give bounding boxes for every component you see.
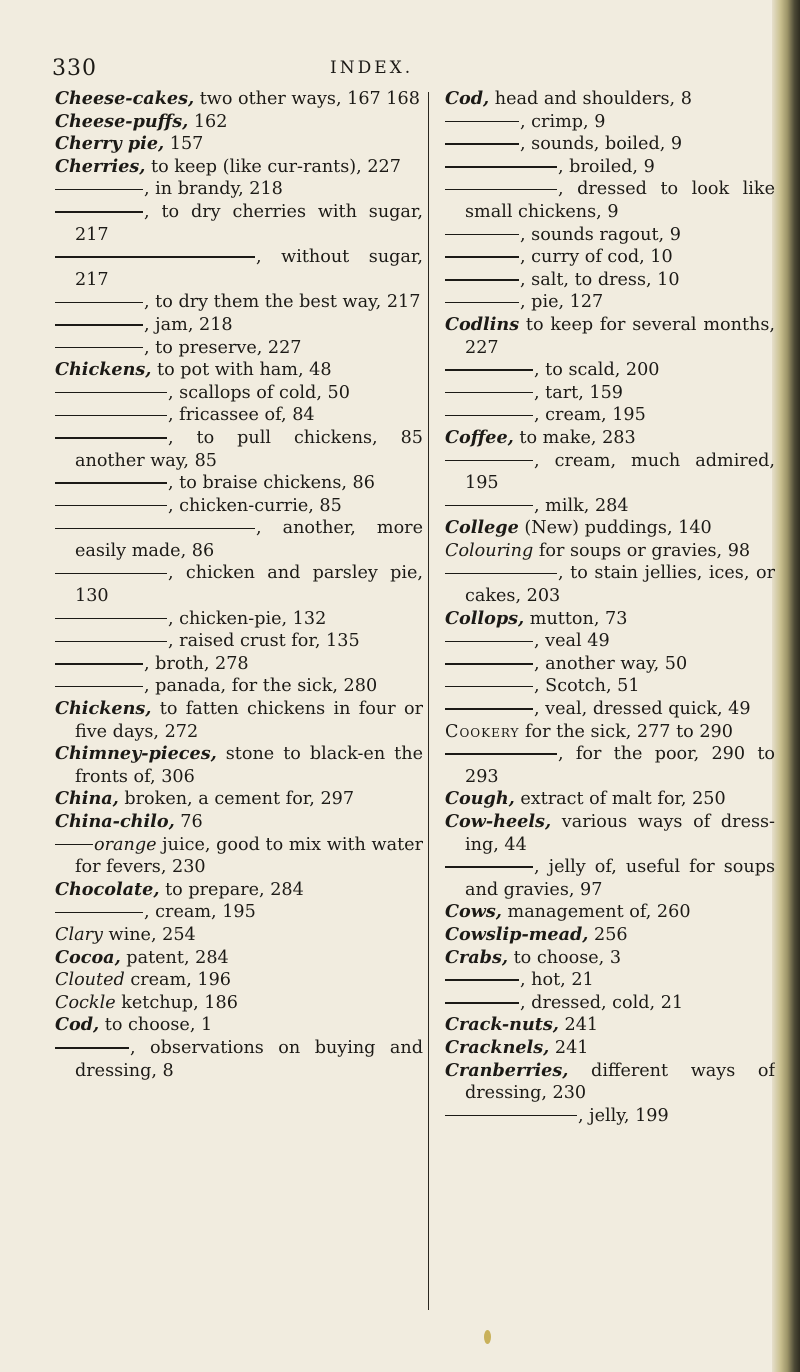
index-term: Cracknels,	[445, 1036, 550, 1058]
index-locator: , sounds, boiled, 9	[520, 134, 683, 155]
index-locator: , scallops of cold, 50	[168, 382, 350, 403]
index-entry	[445, 1105, 775, 1128]
index-entry	[55, 630, 423, 653]
index-locator: , fricassee of, 84	[168, 405, 315, 426]
index-locator: head and shoulders, 8	[489, 89, 692, 109]
index-term: Cookery	[445, 721, 520, 742]
index-locator: 241	[549, 1037, 589, 1058]
page-edge-shadow	[772, 0, 800, 1372]
index-locator: various ways of dress-ing, 44	[465, 812, 775, 855]
index-entry	[445, 698, 775, 721]
index-locator: to prepare, 284	[159, 879, 304, 900]
index-locator: , cream, 195	[534, 405, 646, 426]
index-entry	[445, 856, 775, 901]
index-column-left	[55, 88, 423, 1338]
ditto-dash	[445, 121, 519, 123]
index-locator: , crimp, 9	[520, 111, 606, 132]
index-term: Cow-heels,	[445, 811, 552, 832]
index-locator: ketchup, 186	[115, 992, 238, 1013]
ditto-dash	[55, 415, 167, 417]
index-entry	[55, 382, 423, 405]
ditto-dash	[55, 663, 143, 665]
index-locator: , to scald, 200	[534, 360, 660, 381]
ditto-dash	[55, 505, 167, 507]
index-entry	[55, 675, 423, 698]
index-locator: 76	[174, 812, 203, 832]
ditto-dash	[445, 1002, 519, 1004]
index-entry	[445, 291, 775, 314]
index-locator: , to pull chickens, 85 another way, 85	[75, 427, 423, 471]
index-entry	[445, 608, 775, 631]
index-entry	[445, 924, 775, 947]
index-entry	[55, 1014, 423, 1037]
index-entry	[445, 901, 775, 924]
index-entry	[445, 404, 775, 427]
index-entry	[445, 653, 775, 676]
ditto-dash	[445, 392, 533, 394]
index-subterm: orange	[94, 834, 157, 855]
index-locator: , chicken-pie, 132	[168, 608, 327, 629]
index-locator: , jelly, 199	[578, 1105, 669, 1126]
index-term: Cherries,	[55, 155, 146, 177]
index-entry	[55, 291, 423, 314]
index-term: Cheese-cakes,	[55, 88, 195, 109]
ditto-dash	[445, 573, 557, 575]
index-entry	[445, 1014, 775, 1037]
index-term: Cod,	[445, 88, 490, 109]
index-column-right	[445, 88, 775, 1338]
ditto-dash	[55, 618, 167, 620]
index-locator: , in brandy, 218	[144, 179, 283, 200]
index-locator: to keep for several months, 227	[465, 314, 775, 358]
index-locator: , Scotch, 51	[534, 676, 640, 697]
index-locator: , to stain jellies, ices, or cakes, 203	[465, 563, 775, 607]
index-locator: broken, a cement for, 297	[118, 789, 355, 810]
ink-blot	[484, 1330, 491, 1344]
ditto-dash	[55, 482, 167, 484]
index-entry	[445, 156, 775, 179]
index-entry	[445, 246, 775, 269]
index-locator: , dressed to look like small chickens, 9	[465, 179, 775, 222]
index-entry	[445, 314, 775, 359]
index-entry	[445, 743, 775, 788]
index-term: Clouted	[55, 970, 125, 991]
index-entry	[445, 133, 775, 156]
index-term: Crack-nuts,	[445, 1014, 559, 1036]
ditto-dash	[445, 663, 533, 665]
ditto-dash	[55, 211, 143, 213]
index-entry	[55, 834, 423, 879]
index-locator: , observations on buying and dressing, 8	[75, 1037, 423, 1081]
ditto-dash	[445, 256, 519, 258]
index-entry	[445, 269, 775, 292]
ditto-dash	[445, 143, 519, 145]
index-entry	[55, 788, 423, 811]
index-entry	[445, 450, 775, 495]
index-entry	[445, 359, 775, 382]
index-term: Codlins	[445, 313, 520, 335]
index-entry	[445, 992, 775, 1015]
index-locator: , chicken-currie, 85	[168, 495, 342, 516]
ditto-dash	[55, 302, 143, 304]
ditto-dash	[55, 912, 143, 914]
index-locator: to choose, 1	[99, 1015, 213, 1036]
index-term: Cod,	[55, 1014, 100, 1036]
index-locator: , broiled, 9	[558, 156, 655, 177]
ditto-dash	[445, 234, 519, 236]
index-entry	[55, 201, 423, 246]
index-locator: , sounds ragout, 9	[520, 224, 681, 245]
index-term: Chickens,	[55, 359, 152, 381]
index-term: Coffee,	[445, 426, 514, 448]
index-locator: 157	[164, 134, 204, 155]
index-term: Cocoa,	[55, 946, 121, 968]
index-entry	[55, 314, 423, 337]
index-term: Cough,	[445, 788, 515, 810]
ditto-dash	[55, 347, 143, 349]
index-term: Crabs,	[445, 946, 509, 968]
ditto-dash	[445, 505, 533, 507]
index-locator: , another, more easily made, 86	[75, 518, 423, 561]
index-locator: different ways of dressing, 230	[465, 1060, 775, 1104]
index-entry	[55, 901, 423, 924]
index-term: Cows,	[445, 901, 502, 923]
index-entry	[55, 562, 423, 607]
index-locator: wine, 254	[102, 924, 196, 945]
ditto-dash	[445, 708, 533, 710]
index-locator: , broth, 278	[144, 653, 249, 674]
index-entry	[55, 427, 423, 472]
index-locator: , to preserve, 227	[144, 337, 302, 358]
index-locator: 256	[588, 924, 628, 945]
index-locator: management of, 260	[501, 902, 691, 923]
index-locator: stone to black-en the fronts of, 306	[75, 744, 423, 787]
ditto-dash	[445, 415, 533, 417]
index-locator: to pot with ham, 48	[151, 360, 332, 381]
index-entry	[445, 1037, 775, 1060]
index-entry	[55, 88, 423, 111]
index-entry	[55, 969, 423, 992]
ditto-dash	[445, 369, 533, 371]
index-entry	[55, 156, 423, 179]
ditto-dash	[55, 573, 167, 575]
index-locator: mutton, 73	[524, 608, 628, 629]
index-entry	[55, 1037, 423, 1082]
page-header	[0, 56, 770, 86]
ditto-dash	[55, 256, 255, 258]
index-locator: to keep (like cur-rants), 227	[145, 156, 401, 177]
index-locator: , cream, 195	[144, 902, 256, 923]
ditto-dash	[55, 528, 255, 530]
index-entry	[55, 743, 423, 788]
index-entry	[445, 517, 775, 540]
ditto-dash	[445, 189, 557, 191]
ditto-dash	[445, 1115, 577, 1117]
index-locator: to make, 283	[513, 427, 636, 448]
ditto-dash	[445, 979, 519, 981]
index-entry	[55, 992, 423, 1015]
index-locator: , raised crust for, 135	[168, 631, 360, 652]
index-locator: , tart, 159	[534, 382, 623, 403]
index-entry	[55, 811, 423, 834]
index-locator: cream, 196	[124, 970, 231, 991]
index-locator: , cream, much admired, 195	[465, 450, 775, 494]
index-term: China,	[55, 788, 119, 810]
page-number: 330	[52, 56, 97, 81]
index-entry	[55, 495, 423, 518]
index-locator: , for the poor, 290 to 293	[465, 744, 775, 787]
index-locator: for the sick, 277 to 290	[519, 721, 733, 742]
index-locator: extract of malt for, 250	[514, 789, 726, 810]
index-locator: , to dry them the best way, 217	[144, 292, 421, 313]
ditto-dash	[445, 279, 519, 281]
index-entry	[55, 698, 423, 743]
index-entry	[445, 788, 775, 811]
index-entry	[55, 472, 423, 495]
index-locator: , jelly of, useful for soups and gravies, 97	[465, 857, 775, 900]
index-entry	[55, 517, 423, 562]
ditto-dash	[55, 1047, 129, 1049]
ditto-dash	[55, 641, 167, 643]
index-entry	[55, 111, 423, 134]
index-locator: , panada, for the sick, 280	[144, 676, 378, 697]
index-locator: , veal, dressed quick, 49	[534, 699, 751, 720]
running-head: INDEX.	[330, 58, 414, 78]
index-entry	[445, 382, 775, 405]
index-locator: , to braise chickens, 86	[168, 473, 375, 494]
index-entry	[55, 879, 423, 902]
ditto-dash	[55, 686, 143, 688]
index-term: Cowslip-mead,	[445, 923, 589, 945]
index-locator: , salt, to dress, 10	[520, 269, 680, 290]
ditto-dash	[55, 844, 93, 846]
index-locator: 241	[558, 1015, 599, 1036]
ditto-dash	[445, 641, 533, 643]
index-locator: , chicken and parsley pie, 130	[75, 563, 423, 607]
index-entry	[55, 608, 423, 631]
index-entry	[55, 947, 423, 970]
index-term: Chimney-pieces,	[55, 743, 217, 765]
column-divider	[428, 92, 429, 1310]
index-entry	[55, 246, 423, 291]
index-term: Chocolate,	[55, 878, 160, 900]
index-entry	[445, 721, 775, 744]
ditto-dash	[55, 437, 167, 439]
ditto-dash	[445, 753, 557, 755]
index-entry	[55, 359, 423, 382]
index-entry	[445, 224, 775, 247]
index-entry	[445, 947, 775, 970]
index-entry	[445, 1060, 775, 1105]
index-locator: 162	[188, 111, 228, 132]
index-entry	[445, 562, 775, 607]
ditto-dash	[55, 324, 143, 326]
index-term: Cherry pie,	[55, 133, 165, 155]
index-entry	[445, 88, 775, 111]
index-term: Colouring	[445, 540, 534, 561]
index-term: Cheese-puffs,	[55, 110, 189, 132]
index-entry	[445, 178, 775, 223]
index-entry	[445, 969, 775, 992]
index-entry	[55, 178, 423, 201]
index-locator: , hot, 21	[520, 970, 594, 991]
index-locator: , pie, 127	[520, 292, 604, 313]
ditto-dash	[445, 302, 519, 304]
index-entry	[445, 427, 775, 450]
index-locator: , veal 49	[534, 631, 610, 652]
index-locator: to choose, 3	[508, 947, 622, 968]
index-locator: , another way, 50	[534, 653, 688, 674]
index-term: Cranberries,	[445, 1059, 569, 1081]
index-entry	[445, 675, 775, 698]
index-term: Cockle	[55, 992, 116, 1013]
index-locator: to fatten chickens in four or five days, 272	[75, 699, 423, 742]
ditto-dash	[445, 866, 533, 868]
index-entry	[55, 653, 423, 676]
index-entry	[445, 811, 775, 856]
index-entry	[445, 495, 775, 518]
ditto-dash	[55, 392, 167, 394]
index-entry	[55, 404, 423, 427]
index-locator: , jam, 218	[144, 314, 233, 335]
index-entry	[55, 337, 423, 360]
index-locator: for soups or gravies, 98	[533, 540, 751, 561]
index-locator: , milk, 284	[534, 495, 629, 516]
index-locator: , to dry cherries with sugar, 217	[75, 201, 423, 245]
index-term: China-chilo,	[55, 811, 175, 832]
ditto-dash	[445, 686, 533, 688]
ditto-dash	[445, 460, 533, 462]
index-locator: (New) puddings, 140	[518, 518, 712, 539]
ditto-dash	[445, 166, 557, 168]
index-locator: patent, 284	[120, 947, 229, 968]
index-term: College	[445, 517, 519, 539]
index-entry	[55, 133, 423, 156]
index-locator: juice, good to mix with water for fevers, 230	[75, 834, 423, 878]
index-locator: , dressed, cold, 21	[520, 992, 684, 1013]
ditto-dash	[55, 189, 143, 191]
index-entry	[445, 630, 775, 653]
index-term: Chickens,	[55, 698, 152, 720]
index-term: Collops,	[445, 607, 525, 629]
index-locator: , curry of cod, 10	[520, 247, 673, 268]
index-entry	[55, 924, 423, 947]
index-term: Clary	[55, 924, 103, 945]
index-entry	[445, 540, 775, 563]
index-locator: , without sugar, 217	[75, 247, 423, 290]
index-locator: two other ways, 167 168	[194, 89, 420, 109]
index-entry	[445, 111, 775, 134]
